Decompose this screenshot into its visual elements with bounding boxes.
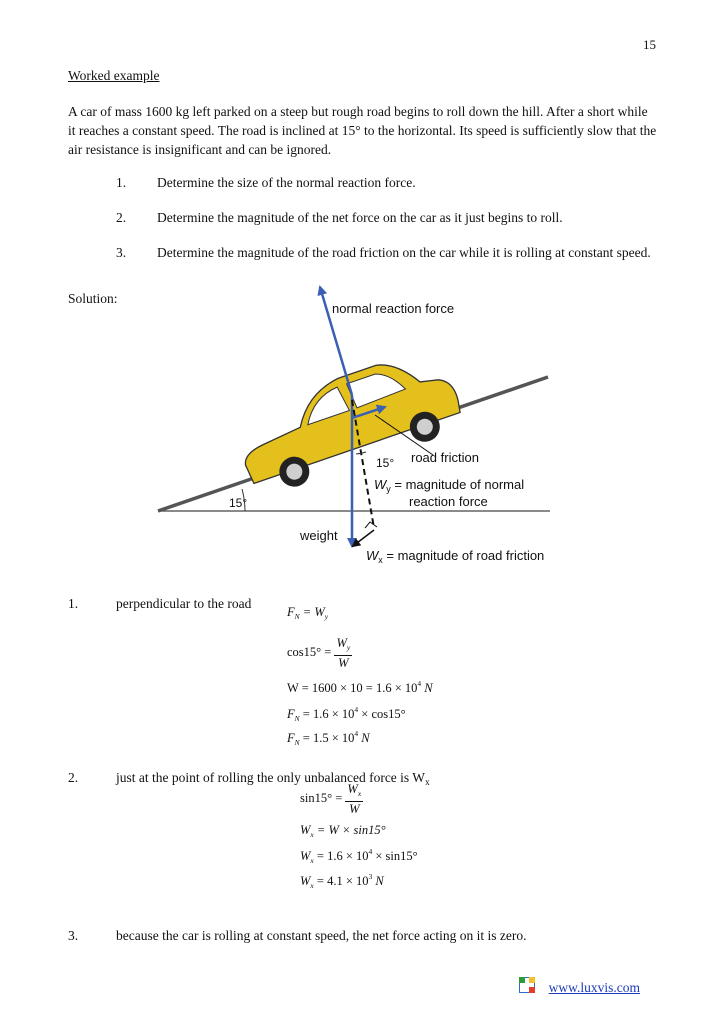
equation: $W_x = W \times \sin 15^\circ$ <box>300 823 386 839</box>
equation: $F_N = 1.5 \times 10^4$ N <box>287 729 370 747</box>
answer-number: 2. <box>68 770 79 785</box>
question-number: 2. <box>116 210 127 225</box>
equation: $F_N = 1.6 \times 10^4 \times \cos 15^\circ$ <box>287 705 406 723</box>
page-number: 15 <box>643 37 656 52</box>
question-text: Determine the magnitude of the net force on the car as it just begins to roll. <box>157 210 563 225</box>
intro-paragraph: A car of mass 1600 kg left parked on a steep but rough road begins to roll down the hill. After a short while it reaches a constant speed. The road is inclined at 15° to the horizontal. Its speed is sufficiently slow that the air resistance is insignificant and can be ignored. <box>68 104 657 157</box>
equation: $F_N = W_y$ <box>287 605 329 621</box>
weight-label: weight <box>300 528 338 543</box>
wy-definition-line1: $W_y$ = magnitude of normal <box>374 477 525 494</box>
equation: cos15° = $\frac{W_y}{W}$ <box>287 636 351 670</box>
question-number: 1. <box>116 175 127 190</box>
wx-definition: $W_x$ = magnitude of road friction <box>366 548 545 565</box>
right-angle-mark <box>365 522 377 528</box>
angle-bottom-label: 15° <box>229 496 248 510</box>
equation: sin15° = $\frac{W_x}{W}$ <box>300 782 362 816</box>
equation: $W_x = 4.1 \times 10^3$ N <box>300 872 384 890</box>
question-number: 3. <box>116 245 127 260</box>
equation: $W_x = 1.6 \times 10^4 \times \sin 15^\circ$ <box>300 847 418 865</box>
road-friction-label: road friction <box>411 450 479 465</box>
answer-text: perpendicular to the road <box>116 596 252 611</box>
question-text: Determine the magnitude of the road friction on the car while it is rolling at constant speed. <box>157 245 651 260</box>
equation: $W = 1600 \times 10 = 1.6 \times 10^4$ N <box>287 679 433 695</box>
angle-top-label: 15° <box>376 456 395 470</box>
question-text: Determine the size of the normal reaction force. <box>157 175 416 190</box>
website-link[interactable]: www.luxvis.com <box>548 980 640 995</box>
answer-text: just at the point of rolling the only unbalanced force is $W_x$ <box>116 770 430 787</box>
wx-arrow <box>353 530 374 546</box>
luxvis-logo-icon <box>519 977 535 993</box>
answer-number: 3. <box>68 928 79 943</box>
wy-definition-line2: reaction force <box>409 494 488 509</box>
normal-force-label: normal reaction force <box>332 301 455 316</box>
answer-text: because the car is rolling at constant speed, the net force acting on it is zero. <box>116 928 527 943</box>
answer-number: 1. <box>68 596 79 611</box>
section-heading: Worked example <box>68 68 160 83</box>
solution-label: Solution: <box>68 291 118 306</box>
